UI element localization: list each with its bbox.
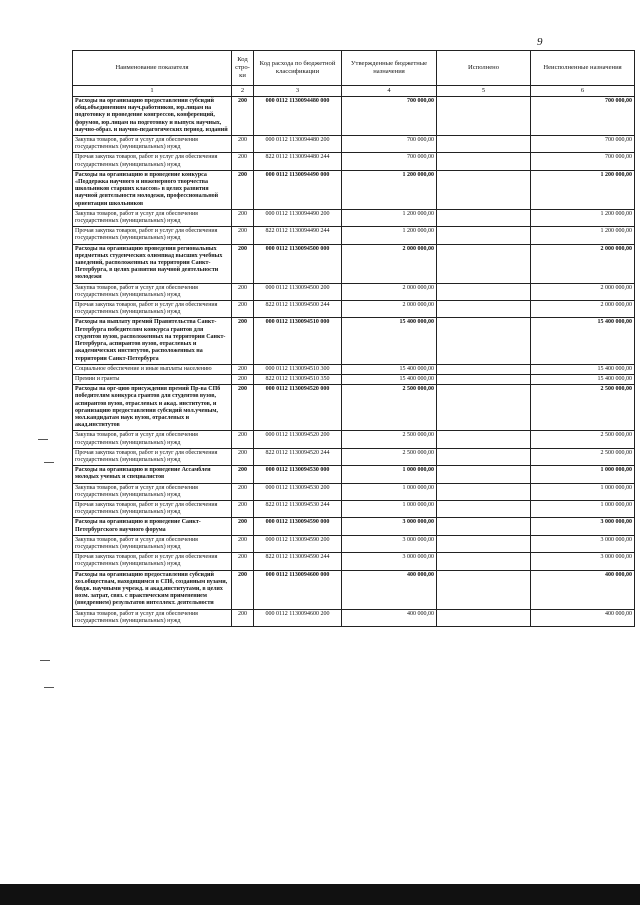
row-unexecuted: 3 000 000,00 — [531, 518, 635, 535]
row-executed — [437, 153, 531, 170]
row-line-code: 200 — [232, 535, 254, 552]
table-row — [73, 518, 635, 535]
row-unexecuted: 2 000 000,00 — [531, 301, 635, 318]
row-unexecuted: 1 200 000,00 — [531, 227, 635, 244]
row-name: Закупка товаров, работ и услуг для обеспечения государственных (муниципальных) нужд — [73, 535, 232, 552]
table-row — [73, 431, 635, 448]
margin-mark — [38, 439, 48, 440]
row-line-code: 200 — [232, 364, 254, 374]
table-row — [73, 301, 635, 318]
row-approved: 1 200 000,00 — [342, 170, 437, 209]
budget-table — [72, 50, 635, 627]
row-approved: 15 400 000,00 — [342, 374, 437, 384]
row-line-code: 200 — [232, 301, 254, 318]
row-line-code: 200 — [232, 609, 254, 626]
column-number: 3 — [254, 86, 342, 97]
row-executed — [437, 500, 531, 517]
column-number: 6 — [531, 86, 635, 97]
header-approved: Утвержденные бюджетные назначения — [342, 51, 437, 86]
row-executed — [437, 466, 531, 483]
row-executed — [437, 431, 531, 448]
row-unexecuted: 2 500 000,00 — [531, 431, 635, 448]
table-row — [73, 153, 635, 170]
row-name: Прочая закупка товаров, работ и услуг для обеспечения государственных (муниципальных) нужд — [73, 500, 232, 517]
row-approved: 1 000 000,00 — [342, 483, 437, 500]
row-budget-code: 000 0112 1130094590 000 — [254, 518, 342, 535]
row-executed — [437, 170, 531, 209]
row-executed — [437, 385, 531, 431]
table-row — [73, 374, 635, 384]
row-line-code: 200 — [232, 227, 254, 244]
row-budget-code: 000 0112 1130094480 000 — [254, 97, 342, 136]
margin-mark — [44, 687, 54, 688]
margin-mark — [44, 462, 54, 463]
row-name: Закупка товаров, работ и услуг для обеспечения государственных (муниципальных) нужд — [73, 431, 232, 448]
row-name: Расходы на организацию и проведение Ассамблеи молодых ученых и специалистов — [73, 466, 232, 483]
row-unexecuted: 2 000 000,00 — [531, 283, 635, 300]
row-name: Прочая закупка товаров, работ и услуг для обеспечения государственных (муниципальных) нужд — [73, 553, 232, 570]
column-number: 4 — [342, 86, 437, 97]
row-executed — [437, 518, 531, 535]
row-name: Закупка товаров, работ и услуг для обеспечения государственных (муниципальных) нужд — [73, 609, 232, 626]
table-row — [73, 97, 635, 136]
row-budget-code: 000 0112 1130094490 000 — [254, 170, 342, 209]
row-approved: 15 400 000,00 — [342, 364, 437, 374]
row-line-code: 200 — [232, 518, 254, 535]
scan-edge — [0, 884, 640, 905]
row-budget-code: 822 0112 1130094510 350 — [254, 374, 342, 384]
row-name: Закупка товаров, работ и услуг для обеспечения государственных (муниципальных) нужд — [73, 209, 232, 226]
row-unexecuted: 15 400 000,00 — [531, 318, 635, 364]
table-body — [73, 97, 635, 627]
header-executed: Исполнено — [437, 51, 531, 86]
row-executed — [437, 136, 531, 153]
row-name: Премии и гранты — [73, 374, 232, 384]
row-executed — [437, 374, 531, 384]
page-number: 9 — [537, 36, 543, 48]
header-name: Наименование показателя — [73, 51, 232, 86]
row-unexecuted: 2 500 000,00 — [531, 385, 635, 431]
row-approved: 700 000,00 — [342, 136, 437, 153]
row-name: Расходы на организацию проведения региональных предметных студенческих олимпиад высших учебных заведений, расположенных на территории Санкт-Петербурга, в целях развития научной деятельности молодежи — [73, 244, 232, 283]
row-unexecuted: 2 000 000,00 — [531, 244, 635, 283]
row-name: Расходы на организацию предоставления субсидий хоз.обществам, находящимся в СПб, созданным вузами, бюдж. научными учрежд. и акад.институтами, в целях возм. затрат, связ. с практическим применением (внедрением) результатов интеллект. деятельности — [73, 570, 232, 609]
row-executed — [437, 227, 531, 244]
table-row — [73, 227, 635, 244]
table-row — [73, 170, 635, 209]
row-line-code: 200 — [232, 483, 254, 500]
table-row — [73, 500, 635, 517]
row-executed — [437, 609, 531, 626]
row-unexecuted: 700 000,00 — [531, 153, 635, 170]
header-budget-code: Код расхода по бюджетной классификации — [254, 51, 342, 86]
table-row — [73, 385, 635, 431]
row-line-code: 200 — [232, 97, 254, 136]
row-name: Закупка товаров, работ и услуг для обеспечения государственных (муниципальных) нужд — [73, 136, 232, 153]
row-executed — [437, 318, 531, 364]
table-row — [73, 244, 635, 283]
row-executed — [437, 535, 531, 552]
row-budget-code: 000 0112 1130094510 300 — [254, 364, 342, 374]
row-unexecuted: 15 400 000,00 — [531, 364, 635, 374]
row-unexecuted: 2 500 000,00 — [531, 448, 635, 465]
row-approved: 700 000,00 — [342, 97, 437, 136]
row-budget-code: 000 0112 1130094600 200 — [254, 609, 342, 626]
row-name: Расходы на организацию предоставления субсидий общ.объединениям науч.работников, юр.лицам на подготовку и проведение конгрессов, конференций, форумов, юр.лицам на подготовку и выпуск научных, научно-образ. и научно-педагогических период. изданий — [73, 97, 232, 136]
row-line-code: 200 — [232, 431, 254, 448]
row-line-code: 200 — [232, 374, 254, 384]
row-unexecuted: 1 000 000,00 — [531, 483, 635, 500]
row-name: Расходы на организацию и проведение конкурса «Поддержка научного и инженерного творчества школьников старших классов» в целях развития научной деятельности молодежи, профессиональной ориентации школьников — [73, 170, 232, 209]
row-executed — [437, 283, 531, 300]
row-line-code: 200 — [232, 500, 254, 517]
row-budget-code: 000 0112 1130094530 000 — [254, 466, 342, 483]
row-budget-code: 000 0112 1130094480 200 — [254, 136, 342, 153]
row-name: Расходы на выплату премий Правительства Санкт-Петербурга победителям конкурса грантов для студентов вузов, расположенных на территории Санкт-Петербурга, аспирантов вузов, отраслевых и академических институтов, расположенных на территории Санкт-Петербурга — [73, 318, 232, 364]
row-approved: 15 400 000,00 — [342, 318, 437, 364]
row-budget-code: 000 0112 1130094510 000 — [254, 318, 342, 364]
row-approved: 2 000 000,00 — [342, 244, 437, 283]
row-approved: 2 500 000,00 — [342, 431, 437, 448]
row-unexecuted: 3 000 000,00 — [531, 535, 635, 552]
row-budget-code: 000 0112 1130094600 000 — [254, 570, 342, 609]
row-approved: 400 000,00 — [342, 570, 437, 609]
row-line-code: 200 — [232, 448, 254, 465]
row-budget-code: 000 0112 1130094500 000 — [254, 244, 342, 283]
row-line-code: 200 — [232, 244, 254, 283]
row-line-code: 200 — [232, 466, 254, 483]
row-approved: 2 500 000,00 — [342, 448, 437, 465]
table-row — [73, 466, 635, 483]
row-approved: 2 500 000,00 — [342, 385, 437, 431]
row-approved: 400 000,00 — [342, 609, 437, 626]
row-unexecuted: 1 200 000,00 — [531, 209, 635, 226]
header-unexecuted: Неисполненные назначения — [531, 51, 635, 86]
row-executed — [437, 97, 531, 136]
row-line-code: 200 — [232, 318, 254, 364]
row-executed — [437, 448, 531, 465]
row-unexecuted: 1 000 000,00 — [531, 466, 635, 483]
row-approved: 1 200 000,00 — [342, 209, 437, 226]
row-budget-code: 822 0112 1130094480 244 — [254, 153, 342, 170]
row-name: Прочая закупка товаров, работ и услуг для обеспечения государственных (муниципальных) нужд — [73, 227, 232, 244]
row-name: Расходы на орг-цию присуждения премий Пр-ва СПб победителям конкурса грантов для студентов вузов, аспирантов вузов, отраслевых и акад. институтов, и организацию предоставления субсидий мол.ученым, мол.кандидатам наук вузов, отраслевых и акад.институтов — [73, 385, 232, 431]
row-unexecuted: 400 000,00 — [531, 609, 635, 626]
row-line-code: 200 — [232, 136, 254, 153]
row-budget-code: 822 0112 1130094590 244 — [254, 553, 342, 570]
row-approved: 3 000 000,00 — [342, 535, 437, 552]
row-budget-code: 822 0112 1130094490 244 — [254, 227, 342, 244]
row-executed — [437, 301, 531, 318]
row-line-code: 200 — [232, 153, 254, 170]
row-unexecuted: 15 400 000,00 — [531, 374, 635, 384]
table-row — [73, 136, 635, 153]
table-row — [73, 553, 635, 570]
row-name: Расходы на организацию и проведение Санкт-Петербургского научного форума — [73, 518, 232, 535]
column-number-row — [73, 86, 635, 97]
row-name: Социальное обеспечение и иные выплаты населению — [73, 364, 232, 374]
row-budget-code: 000 0112 1130094530 200 — [254, 483, 342, 500]
row-approved: 1 000 000,00 — [342, 466, 437, 483]
row-budget-code: 000 0112 1130094590 200 — [254, 535, 342, 552]
row-budget-code: 000 0112 1130094520 200 — [254, 431, 342, 448]
row-line-code: 200 — [232, 283, 254, 300]
table-row — [73, 318, 635, 364]
column-number: 1 — [73, 86, 232, 97]
table-row — [73, 448, 635, 465]
row-line-code: 200 — [232, 170, 254, 209]
row-name: Прочая закупка товаров, работ и услуг для обеспечения государственных (муниципальных) нужд — [73, 448, 232, 465]
column-number: 2 — [232, 86, 254, 97]
row-budget-code: 000 0112 1130094490 200 — [254, 209, 342, 226]
row-name: Закупка товаров, работ и услуг для обеспечения государственных (муниципальных) нужд — [73, 283, 232, 300]
row-budget-code: 822 0112 1130094520 244 — [254, 448, 342, 465]
row-unexecuted: 700 000,00 — [531, 97, 635, 136]
row-budget-code: 000 0112 1130094520 000 — [254, 385, 342, 431]
table-row — [73, 209, 635, 226]
row-budget-code: 822 0112 1130094530 244 — [254, 500, 342, 517]
row-approved: 2 000 000,00 — [342, 301, 437, 318]
row-line-code: 200 — [232, 553, 254, 570]
table-row — [73, 535, 635, 552]
row-approved: 700 000,00 — [342, 153, 437, 170]
row-name: Прочая закупка товаров, работ и услуг для обеспечения государственных (муниципальных) нужд — [73, 301, 232, 318]
row-unexecuted: 3 000 000,00 — [531, 553, 635, 570]
row-budget-code: 000 0112 1130094500 200 — [254, 283, 342, 300]
row-approved: 2 000 000,00 — [342, 283, 437, 300]
row-name: Закупка товаров, работ и услуг для обеспечения государственных (муниципальных) нужд — [73, 483, 232, 500]
table-row — [73, 283, 635, 300]
row-line-code: 200 — [232, 209, 254, 226]
row-line-code: 200 — [232, 570, 254, 609]
row-line-code: 200 — [232, 385, 254, 431]
row-approved: 3 000 000,00 — [342, 553, 437, 570]
row-executed — [437, 483, 531, 500]
row-unexecuted: 700 000,00 — [531, 136, 635, 153]
row-executed — [437, 553, 531, 570]
row-approved: 3 000 000,00 — [342, 518, 437, 535]
table-row — [73, 570, 635, 609]
row-approved: 1 200 000,00 — [342, 227, 437, 244]
row-name: Прочая закупка товаров, работ и услуг для обеспечения государственных (муниципальных) нужд — [73, 153, 232, 170]
row-executed — [437, 570, 531, 609]
row-unexecuted: 400 000,00 — [531, 570, 635, 609]
row-unexecuted: 1 200 000,00 — [531, 170, 635, 209]
row-executed — [437, 209, 531, 226]
table-row — [73, 609, 635, 626]
row-executed — [437, 364, 531, 374]
row-executed — [437, 244, 531, 283]
table-row — [73, 364, 635, 374]
row-budget-code: 822 0112 1130094500 244 — [254, 301, 342, 318]
column-number: 5 — [437, 86, 531, 97]
row-unexecuted: 1 000 000,00 — [531, 500, 635, 517]
header-line-code: Код стро-ки — [232, 51, 254, 86]
row-approved: 1 000 000,00 — [342, 500, 437, 517]
table-row — [73, 483, 635, 500]
margin-mark — [40, 660, 50, 661]
